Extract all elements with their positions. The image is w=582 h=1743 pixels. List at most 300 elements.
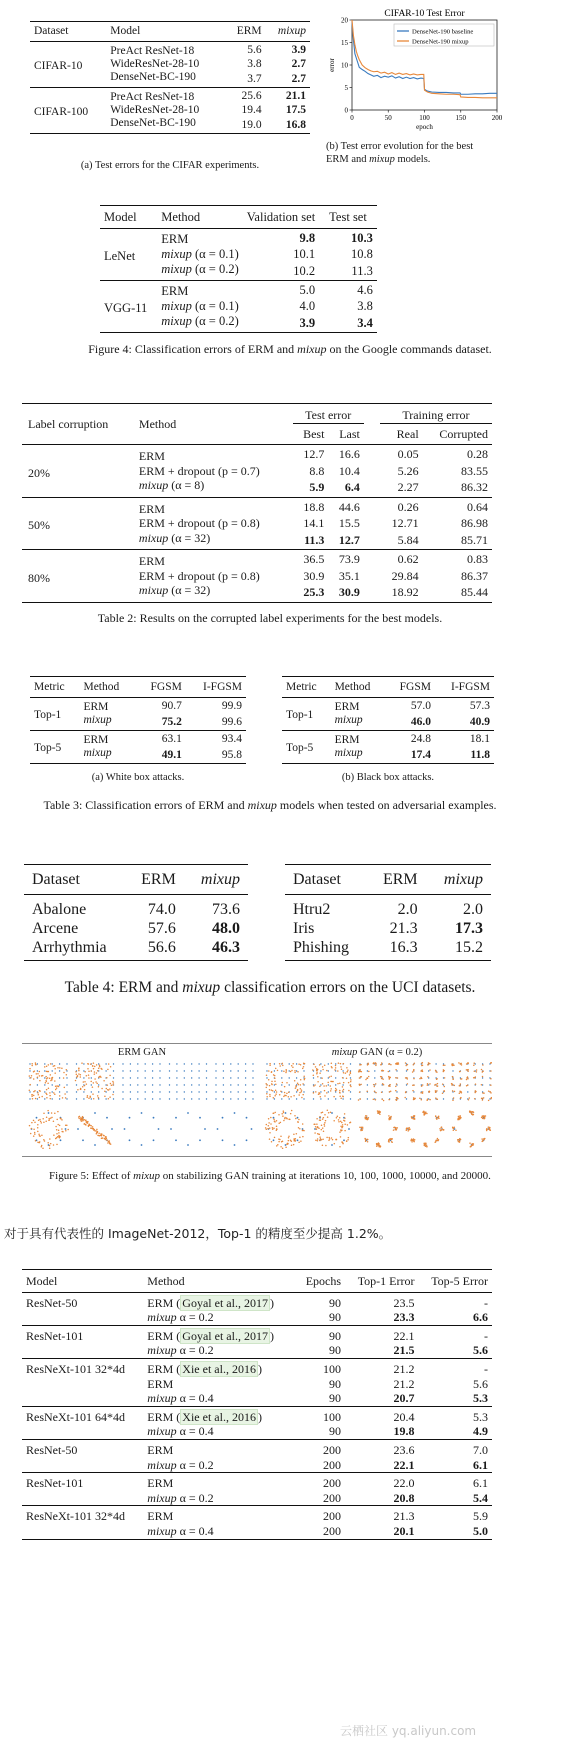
target-mode-dot [159,1070,160,1071]
target-mode-dot [175,1117,177,1119]
generated-sample-dot [340,1066,342,1068]
generated-sample-dot [413,1078,415,1080]
column-header: ERM [236,25,262,37]
target-mode-dot [152,1098,153,1099]
generated-sample-dot [419,1078,421,1080]
generated-sample-dot [421,1085,423,1087]
generated-sample-dot [331,1063,333,1065]
method-cell [135,550,293,569]
target-mode-dot [191,1084,192,1085]
target-mode-dot [198,1098,199,1099]
generated-sample-dot [488,1100,490,1102]
generated-sample-dot [459,1115,461,1117]
ifgsm-cell: 99.9 [221,699,242,712]
generated-sample-dot [396,1083,398,1085]
generated-sample-dot [320,1138,322,1140]
generated-sample-dot [51,1117,53,1119]
x-tick-label: 200 [491,114,503,122]
target-mode-dot [152,1084,153,1085]
generated-sample-dot [334,1143,336,1145]
generated-sample-dot [326,1070,328,1072]
generated-sample-dot [327,1109,329,1111]
generated-sample-dot [421,1099,423,1101]
table-row [22,1439,492,1457]
target-mode-dot [215,1063,216,1064]
generated-sample-dot [291,1140,293,1142]
generated-sample-dot [288,1096,290,1098]
legend-entry: DenseNet-190 mixup [412,38,469,46]
target-mode-dot [206,1070,207,1071]
generated-sample-dot [47,1071,49,1073]
generated-sample-dot [481,1138,483,1140]
target-mode-dot [303,1091,304,1092]
generated-sample-dot [365,1140,367,1142]
generated-sample-dot [285,1147,287,1149]
top5-cell: - [484,1361,488,1376]
generated-sample-dot [37,1092,39,1094]
target-mode-dot [37,1070,38,1071]
mixup-cell: 73.6 [212,901,240,918]
top1-cell: 21.5 [393,1343,415,1358]
best-cell: 18.8 [303,499,325,514]
generated-sample-dot [59,1067,61,1069]
real-cell: 5.26 [397,463,419,478]
target-mode-dot [169,1070,170,1071]
dataset-cell: Arcene [32,920,79,937]
generated-sample-dot [59,1095,61,1097]
method-cell [135,464,293,479]
generated-sample-dot [80,1076,82,1078]
table-row [30,42,310,59]
target-mode-dot [137,1084,138,1085]
generated-sample-dot [46,1089,48,1091]
best-cell: 8.8 [309,463,325,478]
black-box-caption: (b) Black box attacks. [341,772,435,783]
generated-sample-dot [324,1090,326,1092]
corrupted-cell: 86.98 [461,516,488,530]
generated-sample-dot [359,1069,361,1071]
target-mode-dot [29,1091,30,1092]
generated-sample-dot [368,1076,370,1078]
generated-sample-dot [290,1113,292,1115]
generated-sample-dot [396,1129,398,1131]
generated-sample-dot [108,1089,110,1091]
target-mode-dot [303,1098,304,1099]
generated-sample-dot [466,1069,468,1071]
generated-sample-dot [294,1080,296,1082]
column-header: Top-1 Error [357,1274,415,1288]
generated-sample-dot [38,1142,40,1144]
generated-sample-dot [488,1090,490,1092]
black-box-attacks-table [282,676,494,764]
generated-sample-dot [38,1094,40,1096]
generated-sample-dot [475,1076,477,1078]
generated-sample-dot [467,1070,469,1072]
target-mode-dot [91,1077,92,1078]
generated-sample-dot [265,1127,267,1129]
google-commands-table [100,205,377,333]
generated-sample-dot [99,1076,101,1078]
target-mode-dot [122,1084,123,1085]
generated-sample-dot [437,1138,439,1140]
generated-sample-dot [422,1091,424,1093]
generated-sample-dot [317,1081,319,1083]
target-mode-dot [176,1098,177,1099]
generated-sample-dot [362,1126,364,1128]
target-mode-dot [130,1063,131,1064]
generated-sample-dot [481,1084,483,1086]
generated-sample-dot [275,1093,277,1095]
generated-sample-dot [323,1117,325,1119]
target-mode-dot [230,1063,231,1064]
generated-sample-dot [41,1146,43,1148]
target-mode-dot [223,1091,224,1092]
generated-sample-dot [276,1145,278,1147]
metric-label: Top-5 [286,742,314,754]
generated-sample-dot [332,1139,334,1141]
generated-sample-dot [436,1118,438,1120]
generated-sample-dot [301,1097,303,1099]
corrupted-cell: 85.71 [461,532,488,547]
generated-sample-dot [94,1066,96,1068]
top5-cell: 6.6 [473,1310,488,1325]
generated-sample-dot [346,1078,348,1080]
generated-sample-dot [458,1116,460,1118]
target-mode-dot [169,1084,170,1085]
generated-sample-dot [452,1099,454,1101]
dataset-cell: Htru2 [293,901,331,918]
x-tick-label: 100 [419,114,430,122]
generated-sample-dot [45,1120,47,1122]
fgsm-cell: 63.1 [161,732,182,745]
target-mode-dot [98,1091,99,1092]
target-mode-dot [266,1077,267,1078]
method-paren-open: ( [173,1295,181,1310]
generated-sample-dot [330,1085,332,1087]
generated-sample-dot [315,1126,317,1128]
generated-sample-dot [89,1095,91,1097]
model-label: LeNet [104,248,136,263]
target-mode-dot [238,1098,239,1099]
method-name: ERM [147,1328,174,1343]
target-mode-dot [234,1112,236,1114]
mixup-cell: 15.2 [455,939,483,956]
generated-sample-dot [286,1082,288,1084]
generated-sample-dot [383,1084,385,1086]
model-cell: DenseNet-BC-190 [110,117,196,129]
generated-sample-dot [53,1065,55,1067]
generated-sample-dot [404,1097,406,1099]
method-name: mixup [161,314,192,328]
generated-sample-dot [280,1091,282,1093]
generated-sample-dot [348,1137,350,1139]
generated-sample-dot [313,1064,315,1066]
model-cell: WideResNet-28-10 [110,58,200,70]
generated-sample-dot [56,1085,58,1087]
generated-sample-dot [53,1134,55,1136]
generated-sample-dot [271,1081,273,1083]
generated-sample-dot [458,1118,460,1120]
generated-sample-dot [33,1129,35,1131]
method-name: mixup [138,478,169,492]
generated-sample-dot [440,1130,442,1132]
method-param: (α = 8) [168,478,205,492]
generated-sample-dot [300,1079,302,1081]
generated-sample-dot [331,1137,333,1139]
generated-sample-dot [323,1085,325,1087]
generated-sample-dot [413,1141,415,1143]
test-cell: 10.8 [350,247,373,261]
method-param: (α = 0.2) [191,314,239,328]
target-mode-dot [83,1091,84,1092]
model-label: ResNet-101 [26,1476,84,1491]
generated-sample-dot [317,1127,319,1129]
last-cell: 15.5 [338,516,360,530]
generated-sample-dot [482,1092,484,1094]
target-mode-dot [105,1070,106,1071]
generated-sample-dot [109,1096,111,1098]
target-mode-dot [206,1084,207,1085]
generated-sample-dot [414,1098,416,1100]
method-param: α = 0.4 [176,1424,214,1439]
generated-sample-dot [37,1124,39,1126]
target-mode-dot [266,1098,267,1099]
generated-sample-dot [490,1084,492,1086]
generated-sample-dot [301,1089,303,1091]
target-mode-dot [191,1098,192,1099]
table-row [22,1406,492,1424]
real-cell: 18.92 [391,585,419,599]
method-param: α = 0.2 [176,1310,214,1325]
target-mode-dot [252,1084,253,1085]
method-cell [157,262,243,281]
target-mode-dot [396,1070,397,1071]
generated-sample-dot [469,1112,471,1114]
header-row [30,22,310,42]
column-header: mixup [443,871,483,888]
target-mode-dot [313,1077,314,1078]
target-mode-dot [274,1063,275,1064]
generated-sample-dot [291,1110,293,1112]
generated-sample-dot [104,1096,106,1098]
target-mode-dot [251,1128,253,1130]
generated-sample-dot [330,1088,332,1090]
generated-sample-dot [266,1096,268,1098]
generated-sample-dot [342,1090,344,1092]
generated-sample-dot [292,1063,294,1065]
generated-sample-dot [452,1090,454,1092]
target-mode-dot [320,1063,321,1064]
best-cell: 12.7 [303,447,325,461]
target-mode-dot [252,1091,253,1092]
generated-sample-dot [76,1073,78,1075]
target-mode-dot [153,1117,155,1119]
mixup-cell: 3.9 [291,43,306,56]
generated-sample-dot [101,1138,103,1140]
generated-sample-dot [350,1081,352,1083]
target-mode-dot [130,1084,131,1085]
target-mode-dot [342,1098,343,1099]
epochs-cell: 90 [329,1310,342,1325]
column-header: FGSM [399,681,431,693]
generated-sample-dot [397,1063,399,1065]
target-mode-dot [130,1098,131,1099]
generated-sample-dot [338,1119,340,1121]
generated-sample-dot [81,1120,83,1122]
generated-sample-dot [271,1141,273,1143]
generated-sample-dot [98,1086,100,1088]
generated-sample-dot [96,1129,98,1131]
target-mode-dot [82,1139,84,1141]
generated-sample-dot [88,1071,90,1073]
generated-sample-dot [460,1091,462,1093]
real-cell: 0.62 [397,552,419,566]
mixup-cell: 46.3 [212,939,240,956]
figure-4-caption: Figure 4: Classification errors of ERM and mixup on the Google commands dataset. [88,342,492,356]
target-mode-dot [153,1139,155,1141]
generated-sample-dot [319,1136,321,1138]
target-mode-dot [66,1077,67,1078]
generated-sample-dot [338,1121,340,1123]
generated-sample-dot [347,1139,349,1141]
citation-link[interactable]: Goyal et al., 2017 [182,1295,268,1310]
method-cell [143,1358,296,1376]
citation-link[interactable]: Xie et al., 2016 [182,1409,256,1424]
chart-caption [326,141,502,166]
method-cell [143,1406,296,1424]
target-mode-dot [52,1070,53,1071]
generated-sample-dot [93,1098,95,1100]
table-row [282,731,494,748]
target-mode-dot [274,1084,275,1085]
generated-sample-dot [85,1120,87,1122]
test-cell: 10.3 [350,230,373,245]
chinese-note: 对于具有代表性的 ImageNet-2012，Top-1 的精度至少提高 1.2%。 [4,1226,392,1241]
method-name: mixup [147,1424,177,1439]
method-param: (α = 32) [168,530,211,545]
generated-sample-dot [391,1141,393,1143]
target-mode-dot [159,1077,160,1078]
generated-sample-dot [90,1081,92,1083]
generated-sample-dot [33,1120,35,1122]
column-gap [364,569,380,584]
model-label: ResNet-50 [26,1442,78,1457]
target-mode-dot [215,1070,216,1071]
generated-sample-dot [298,1119,300,1121]
target-mode-dot [44,1077,45,1078]
column-gap [364,531,380,550]
target-mode-dot [238,1063,239,1064]
generated-sample-dot [269,1127,271,1129]
generated-sample-dot [269,1085,271,1087]
generated-sample-dot [86,1096,88,1098]
generated-sample-dot [64,1087,66,1089]
generated-sample-dot [475,1083,477,1085]
generated-sample-dot [322,1118,324,1120]
method-cell [157,314,243,333]
generated-sample-dot [405,1077,407,1079]
target-mode-dot [204,1128,206,1130]
generated-sample-dot [381,1070,383,1072]
generated-sample-dot [65,1130,67,1132]
column-header: ERM [382,871,418,888]
corrupted-cell: 0.83 [467,552,488,566]
ifgsm-cell: 11.8 [470,748,490,761]
method-cell [143,1424,296,1439]
citation-link[interactable]: Xie et al., 2016 [182,1361,256,1376]
target-mode-dot [145,1098,146,1099]
target-mode-dot [206,1063,207,1064]
target-mode-dot [91,1084,92,1085]
method-param: α = 0.2 [176,1343,214,1358]
generated-sample-dot [287,1143,289,1145]
method-name: ERM [161,284,189,298]
generated-sample-dot [374,1090,376,1092]
target-mode-dot [335,1077,336,1078]
citation-link[interactable]: Goyal et al., 2017 [182,1328,268,1343]
generated-sample-dot [297,1089,299,1091]
generated-sample-dot [33,1095,35,1097]
corruption-level: 50% [28,518,50,532]
generated-sample-dot [413,1115,415,1117]
generated-sample-dot [443,1129,445,1131]
generated-sample-dot [105,1139,107,1141]
generated-sample-dot [54,1068,56,1070]
target-mode-dot [342,1084,343,1085]
generated-sample-dot [350,1084,352,1086]
generated-sample-dot [489,1127,491,1129]
generated-sample-dot [426,1145,428,1147]
generated-sample-dot [388,1141,390,1143]
method-name: mixup [161,262,192,276]
generated-sample-dot [286,1093,288,1095]
generated-sample-dot [58,1129,60,1131]
generated-sample-dot [295,1086,297,1088]
generated-sample-dot [303,1075,305,1077]
generated-sample-dot [273,1118,275,1120]
last-cell: 73.9 [338,552,360,566]
generated-sample-dot [283,1110,285,1112]
generated-sample-dot [429,1091,431,1093]
target-mode-dot [184,1063,185,1064]
epochs-cell: 90 [329,1391,342,1406]
generated-sample-dot [34,1122,36,1124]
generated-sample-dot [360,1098,362,1100]
generated-sample-dot [469,1142,471,1144]
table-2-caption: Table 2: Results on the corrupted label experiments for the best models. [97,611,443,625]
method-name: mixup [147,1490,177,1505]
generated-sample-dot [272,1128,274,1130]
generated-sample-dot [383,1100,385,1102]
generated-sample-dot [56,1144,58,1146]
generated-sample-dot [382,1078,384,1080]
column-gap [364,464,380,479]
target-mode-dot [406,1070,407,1071]
model-cell: PreAct ResNet-18 [110,45,195,57]
method-param: (α = 0.1) [191,247,239,261]
generated-sample-dot [482,1099,484,1101]
generated-sample-dot [460,1063,462,1065]
generated-sample-dot [30,1077,32,1079]
generated-sample-dot [411,1141,413,1143]
generated-sample-dot [290,1071,292,1073]
generated-sample-dot [269,1094,271,1096]
generated-sample-dot [298,1063,300,1065]
cifar-results-table [30,21,310,134]
target-mode-dot [396,1091,397,1092]
legend-entry: DenseNet-190 baseline [412,28,474,36]
target-mode-dot [328,1084,329,1085]
